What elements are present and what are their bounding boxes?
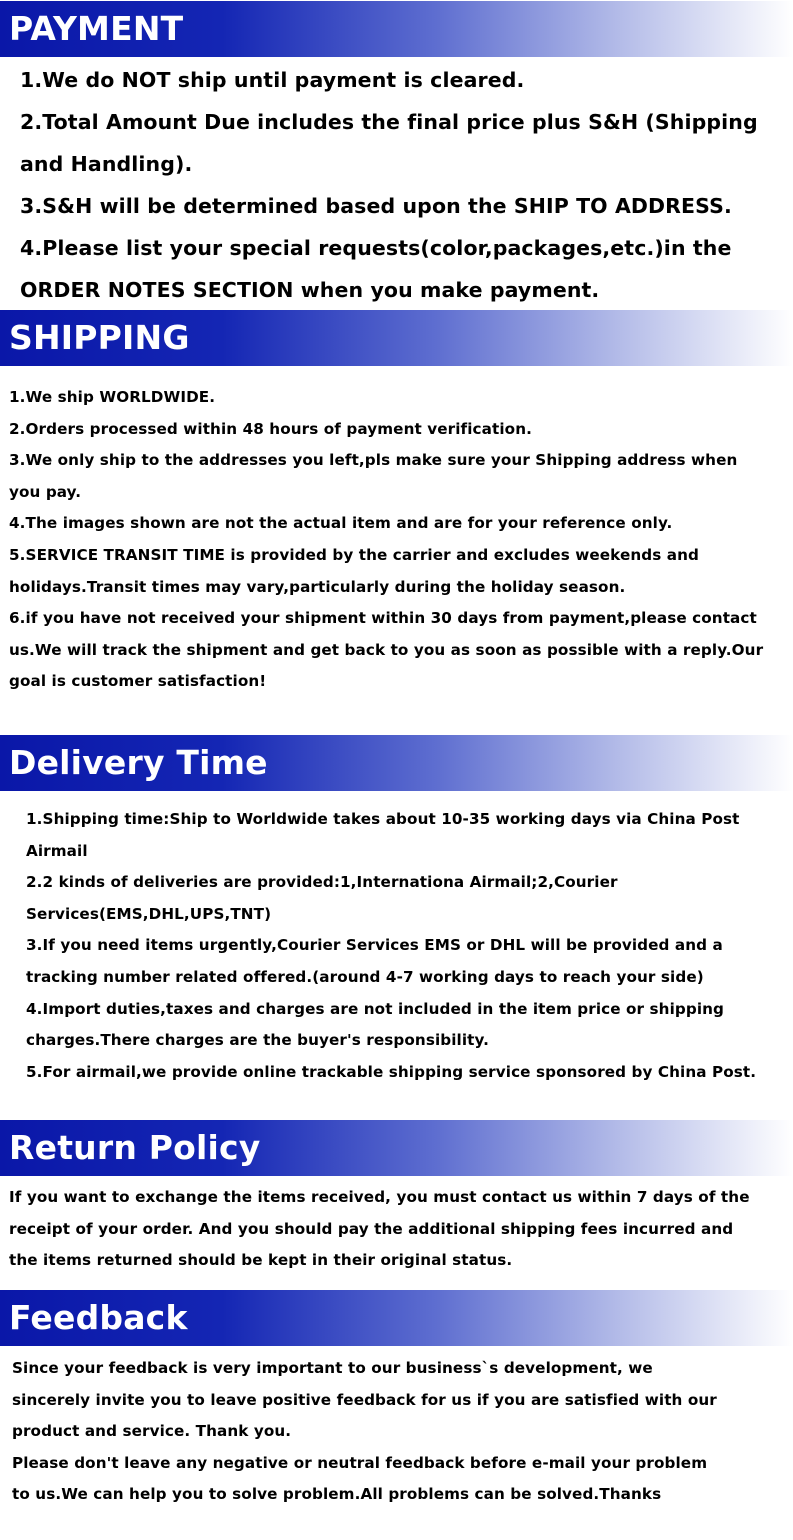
delivery-terms-list	[26, 804, 756, 1088]
payment-term-line: 1.We do NOT ship until payment is cleared.	[20, 68, 525, 92]
shipping-term-line: 2.Orders processed within 48 hours of payment verification.	[9, 419, 532, 438]
shipping-term-line: 3.We only ship to the addresses you left,pls make sure your Shipping address when	[9, 451, 738, 470]
feedback-line: to us.We can help you to solve problem.All problems can be solved.Thanks	[12, 1485, 662, 1504]
shipping-term-line: 4.The images shown are not the actual item and are for your reference only.	[9, 514, 673, 533]
delivery-term-line: 5.For airmail,we provide online trackable shipping service sponsored by China Post.	[26, 1062, 757, 1081]
delivery-time-heading: Delivery Time	[9, 743, 268, 782]
delivery-term-line: Airmail	[26, 841, 88, 860]
return-policy-line: receipt of your order. And you should pay the additional shipping fees incurred and	[9, 1219, 734, 1238]
payment-term-line: 3.S&H will be determined based upon the SHIP TO ADDRESS.	[20, 194, 732, 218]
return-policy-line: If you want to exchange the items received, you must contact us within 7 days of the	[9, 1188, 750, 1206]
delivery-term-line: 4.Import duties,taxes and charges are not included in the item price or shipping	[26, 999, 725, 1018]
feedback-line: product and service. Thank you.	[12, 1422, 292, 1441]
payment-term-line: ORDER NOTES SECTION when you make payment.	[20, 278, 600, 302]
delivery-term-line: 2.2 kinds of deliveries are provided:1,Internationa Airmail;2,Courier	[26, 873, 618, 892]
shipping-term-line: us.We will track the shipment and get back to you as soon as possible with a reply.Our	[9, 640, 764, 659]
shipping-term-line: 6.if you have not received your shipment within 30 days from payment,please contact	[9, 609, 757, 628]
feedback-heading: Feedback	[9, 1298, 188, 1337]
payment-term-line: 4.Please list your special requests(color,packages,etc.)in the	[20, 236, 732, 260]
return-policy-section-banner	[0, 1120, 793, 1176]
shipping-term-line: 5.SERVICE TRANSIT TIME is provided by the carrier and excludes weekends and	[9, 545, 700, 564]
delivery-term-line: 3.If you need items urgently,Courier Services EMS or DHL will be provided and a	[26, 936, 723, 955]
shipping-term-line: goal is customer satisfaction!	[9, 672, 267, 691]
shipping-term-line: 1.We ship WORLDWIDE.	[9, 388, 216, 406]
delivery-term-line: Services(EMS,DHL,UPS,TNT)	[26, 904, 272, 923]
feedback-line: Since your feedback is very important to our business`s development, we	[12, 1359, 653, 1377]
payment-section-banner	[0, 1, 793, 57]
feedback-line: sincerely invite you to leave positive feedback for us if you are satisfied with our	[12, 1390, 717, 1409]
shipping-terms-list	[9, 382, 763, 698]
payment-term-line: and Handling).	[20, 152, 193, 176]
delivery-time-section-banner	[0, 735, 793, 791]
return-policy-heading: Return Policy	[9, 1128, 261, 1167]
feedback-section-banner	[0, 1290, 793, 1346]
return-policy-line: the items returned should be kept in their original status.	[9, 1251, 513, 1270]
payment-heading: PAYMENT	[9, 9, 184, 48]
return-policy-text	[9, 1182, 750, 1277]
shipping-section-banner	[0, 310, 793, 366]
shipping-heading: SHIPPING	[9, 318, 190, 357]
delivery-term-line: 1.Shipping time:Ship to Worldwide takes about 10-35 working days via China Post	[26, 810, 740, 828]
payment-terms-list	[20, 59, 758, 311]
feedback-text	[12, 1353, 717, 1511]
delivery-term-line: charges.There charges are the buyer's responsibility.	[26, 1031, 489, 1050]
delivery-term-line: tracking number related offered.(around 4-7 working days to reach your side)	[26, 967, 704, 986]
feedback-line: Please don't leave any negative or neutral feedback before e-mail your problem	[12, 1453, 708, 1472]
shipping-term-line: holidays.Transit times may vary,particularly during the holiday season.	[9, 577, 626, 596]
shipping-term-line: you pay.	[9, 482, 82, 501]
payment-term-line: 2.Total Amount Due includes the final price plus S&H (Shipping	[20, 110, 758, 134]
